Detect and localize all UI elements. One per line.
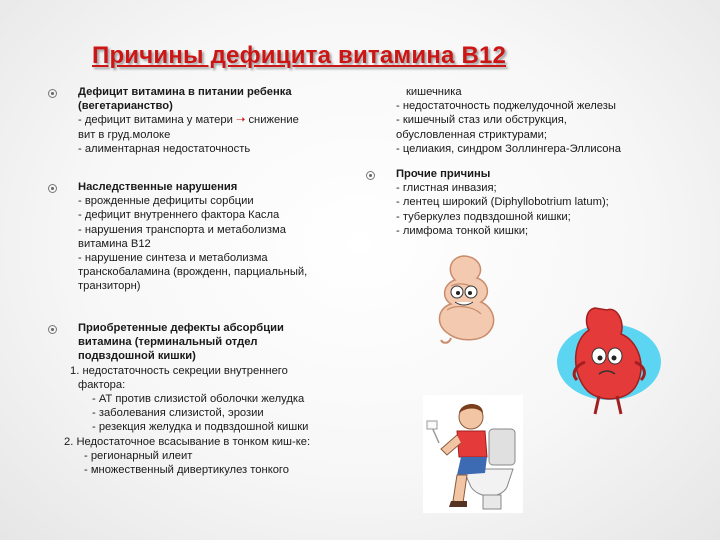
target-bullet-icon xyxy=(48,89,57,98)
bullet-heading-cont: (вегетарианство) xyxy=(78,100,173,113)
list-item: - недостаточность поджелудочной железы xyxy=(396,100,616,113)
list-item: - лентец широкий (Diphyllobotrium latum); xyxy=(396,196,609,209)
toilet-cartoon-icon xyxy=(423,395,523,513)
bullet-heading: Дефицит витамина в питании ребенка xyxy=(78,86,292,98)
list-item: транскобаламина (врожденн, парциальный, xyxy=(78,266,308,279)
list-item: - заболевания слизистой, эрозии xyxy=(92,407,264,420)
bullet-heading: Наследственные нарушения xyxy=(78,181,238,193)
continuation-text xyxy=(396,85,621,156)
list-item: - целиакия, синдром Золлингера-Эллисона xyxy=(396,142,621,155)
bullet-other-causes xyxy=(396,167,609,238)
bullet-diet-deficiency xyxy=(78,85,299,156)
list-item: транзиторн) xyxy=(78,280,141,293)
bullet-heading-cont: витамина (терминальный отдел xyxy=(78,336,258,349)
list-item: - алиментарная недостаточность xyxy=(78,142,251,155)
target-bullet-icon xyxy=(366,171,375,180)
list-item: - глистная инвазия; xyxy=(396,182,497,195)
list-item: - множественный дивертикулез тонкого xyxy=(84,464,289,477)
list-item: 2. Недостаточное всасывание в тонком киш-ке: xyxy=(64,435,311,448)
bullet-heading: Приобретенные дефекты абсорбции xyxy=(78,322,284,334)
list-item: - лимфома тонкой кишки; xyxy=(396,224,529,237)
list-item xyxy=(78,113,299,127)
list-item: - кишечный стаз или обструкция, xyxy=(396,114,567,127)
right-arrow-icon: ➝ xyxy=(235,114,246,127)
bullet-acquired-defects xyxy=(64,321,311,477)
list-item: - резекция желудка и подвздошной кишки xyxy=(92,421,309,434)
target-bullet-icon xyxy=(48,325,57,334)
stomach-cartoon-icon xyxy=(555,300,663,418)
list-item: фактора: xyxy=(78,378,126,391)
list-item: - нарушение синтеза и метаболизма xyxy=(78,252,268,265)
list-item: - дефицит внутреннего фактора Касла xyxy=(78,209,280,222)
target-bullet-icon xyxy=(48,184,57,193)
list-item: вит в груд.молоке xyxy=(78,128,171,141)
list-item: обусловленная стриктурами; xyxy=(396,128,547,141)
intestine-cartoon-icon xyxy=(425,250,503,348)
list-item: 1. недостаточность секреции внутреннего xyxy=(70,364,288,377)
list-item: витамина В12 xyxy=(78,237,151,250)
list-item-text: снижение xyxy=(245,114,299,127)
list-item: - нарушения транспорта и метаболизма xyxy=(78,223,286,236)
bullet-heading: Прочие причины xyxy=(396,168,491,180)
list-item: - регионарный илеит xyxy=(84,449,193,462)
list-item: - врожденные дефициты сорбции xyxy=(78,195,254,208)
list-item: - туберкулез подвздошной кишки; xyxy=(396,210,571,223)
list-item-text: - дефицит витамина у матери xyxy=(78,114,233,127)
slide-title: Причины дефицита витамина В12 xyxy=(92,42,507,69)
bullet-heading-cont: подвздошной кишки) xyxy=(78,350,196,363)
list-item: - АТ против слизистой оболочки желудка xyxy=(92,393,305,406)
bullet-hereditary xyxy=(78,180,307,294)
list-item: кишечника xyxy=(406,86,462,98)
